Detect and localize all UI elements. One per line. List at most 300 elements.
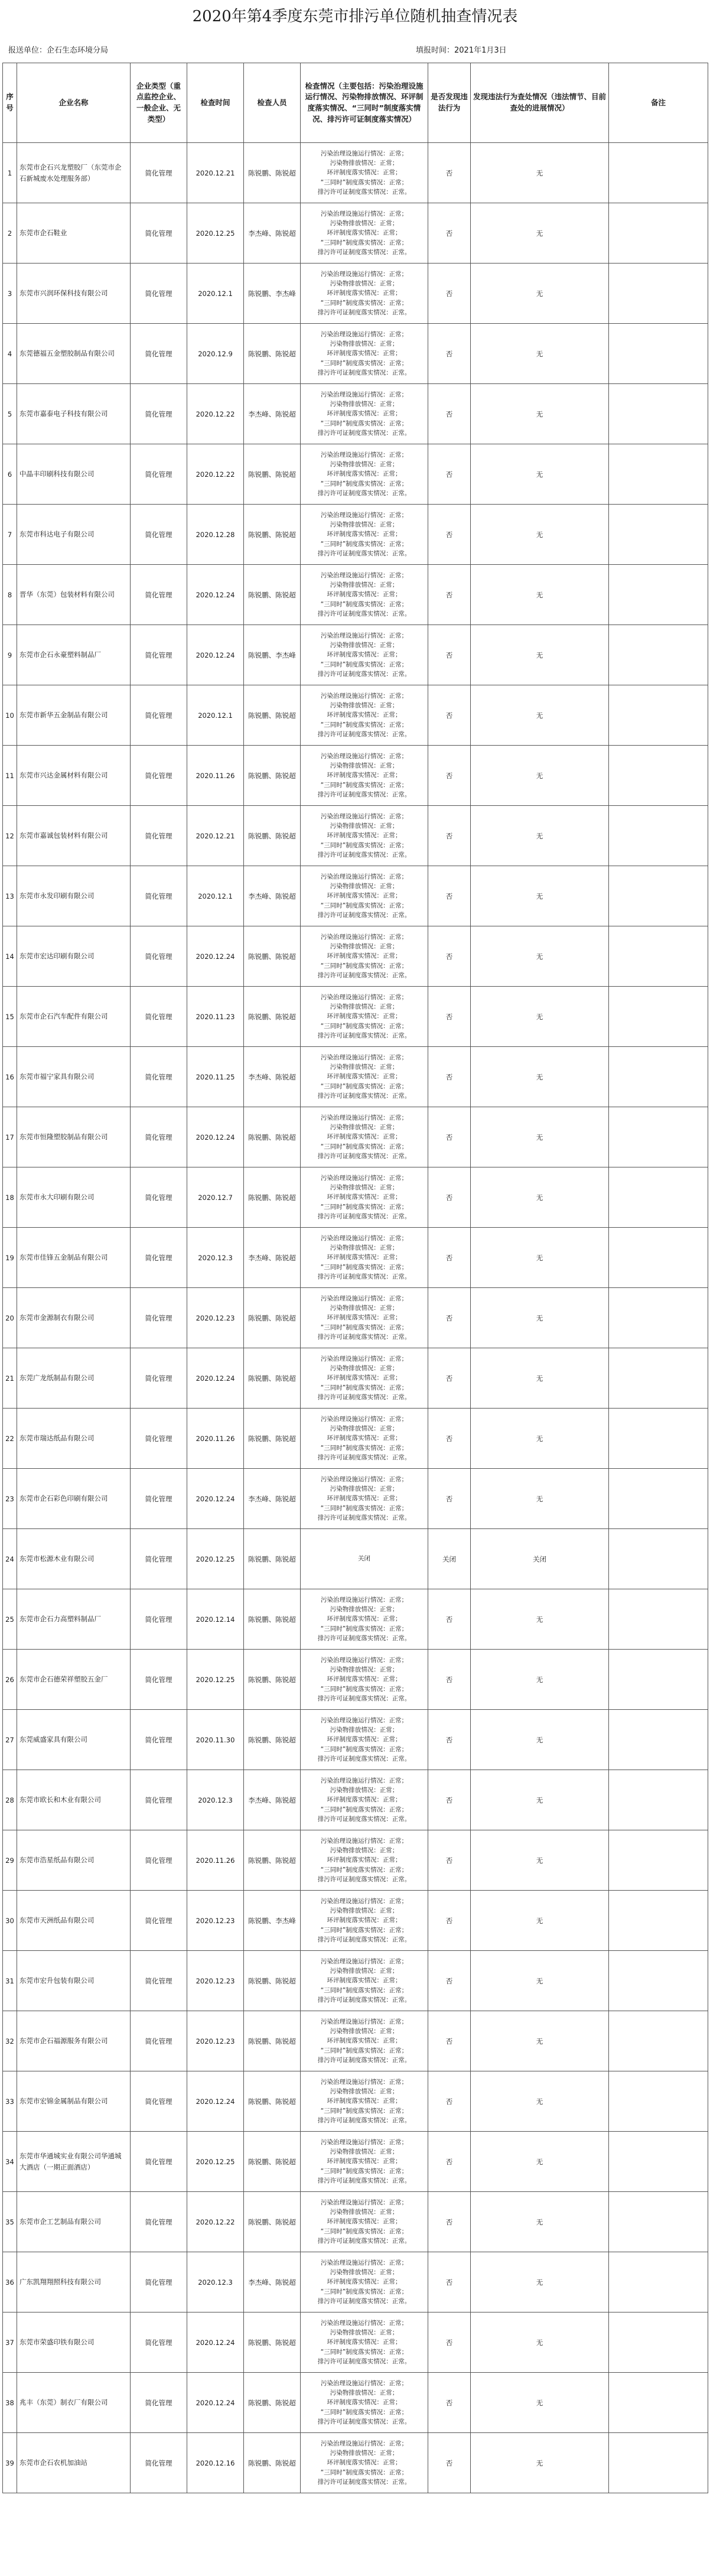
- check-line: 污染治理设施运行情况：正常；: [321, 2319, 408, 2327]
- company-name: 东莞市企石德荣祥塑胶五金厂: [17, 1650, 131, 1710]
- company-type: 简化管理: [131, 1770, 187, 1830]
- company-type: 简化管理: [131, 2252, 187, 2312]
- check-line: 污染物排放情况：正常；: [330, 702, 399, 710]
- handling-status: 无: [471, 2252, 609, 2312]
- check-line: 排污许可证制度落实情况：正常。: [317, 1514, 411, 1521]
- header-staff: 检查人员: [244, 63, 301, 143]
- report-unit: 报送单位：企石生态环境分局: [8, 46, 109, 55]
- check-line: 环评制度落实情况：正常；: [327, 2399, 402, 2406]
- check-result: [301, 444, 428, 505]
- violation-flag: 否: [428, 2252, 471, 2312]
- check-staff: 陈锐鹏、陈锐超: [244, 1650, 301, 1710]
- row-index: 7: [3, 505, 17, 565]
- check-line: 污染物排放情况：正常；: [330, 521, 399, 529]
- check-line: “三同时”制度落实情况：正常；: [320, 1926, 408, 1934]
- check-line: “三同时”制度落实情况：正常；: [320, 239, 408, 246]
- company-type: 简化管理: [131, 746, 187, 806]
- check-line: “三同时”制度落实情况：正常；: [320, 1143, 408, 1150]
- row-index: 33: [3, 2071, 17, 2132]
- company-type: 简化管理: [131, 1228, 187, 1288]
- row-index: 23: [3, 1469, 17, 1529]
- check-line: 污染物排放情况：正常；: [330, 762, 399, 770]
- check-line: 污染治理设施运行情况：正常；: [321, 692, 408, 700]
- row-index: 21: [3, 1348, 17, 1409]
- check-line: 排污许可证制度落实情况：正常。: [317, 2177, 411, 2184]
- check-staff: 陈锐鹏、陈锐超: [244, 143, 301, 203]
- remark: [609, 2252, 708, 2312]
- row-index: 37: [3, 2312, 17, 2373]
- fill-date: 填报时间：2021年1月3日: [416, 46, 507, 55]
- check-result: [301, 1288, 428, 1348]
- check-line: 排污许可证制度落实情况：正常。: [317, 369, 411, 376]
- check-line: 排污许可证制度落实情况：正常。: [317, 610, 411, 617]
- check-line: 环评制度落实情况：正常；: [327, 1736, 402, 1744]
- check-line: 污染物排放情况：正常；: [330, 1967, 399, 1975]
- remark: [609, 2192, 708, 2252]
- check-line: 污染治理设施运行情况：正常；: [321, 1777, 408, 1784]
- check-line: 环评制度落实情况：正常；: [327, 169, 402, 177]
- check-result: [301, 2132, 428, 2192]
- check-staff: 陈锐鹏、陈锐超: [244, 1589, 301, 1650]
- row-index: 14: [3, 926, 17, 987]
- check-line: 污染治理设施运行情况：正常；: [321, 752, 408, 760]
- remark: [609, 926, 708, 987]
- check-line: 污染物排放情况：正常；: [330, 2028, 399, 2035]
- check-line: 污染治理设施运行情况：正常；: [321, 812, 408, 820]
- check-date: 2020.12.3: [187, 1228, 244, 1288]
- handling-status: 无: [471, 1409, 609, 1469]
- table-row: [3, 625, 708, 685]
- check-result: [301, 565, 428, 625]
- company-type: 简化管理: [131, 2192, 187, 2252]
- table-row: [3, 2433, 708, 2493]
- check-result: [301, 987, 428, 1047]
- check-result: [301, 1589, 428, 1650]
- company-name: 东莞市佳锋五金制品有限公司: [17, 1228, 131, 1288]
- check-line: 排污许可证制度落实情况：正常。: [317, 2056, 411, 2064]
- check-line: 排污许可证制度落实情况：正常。: [317, 2297, 411, 2305]
- company-type: 简化管理: [131, 1047, 187, 1107]
- handling-status: 无: [471, 324, 609, 384]
- violation-flag: 否: [428, 324, 471, 384]
- check-line: 环评制度落实情况：正常；: [327, 1314, 402, 1322]
- check-line: 污染治理设施运行情况：正常；: [321, 571, 408, 579]
- table-row: [3, 1951, 708, 2011]
- check-line: 排污许可证制度落实情况：正常。: [317, 1755, 411, 1762]
- row-index: 38: [3, 2373, 17, 2433]
- handling-status: 无: [471, 987, 609, 1047]
- company-name: 东莞威盛家具有限公司: [17, 1710, 131, 1770]
- header-index: 序号: [3, 63, 17, 143]
- table-row: [3, 1228, 708, 1288]
- check-line: 排污许可证制度落实情况：正常。: [317, 2418, 411, 2425]
- company-type: 简化管理: [131, 1107, 187, 1167]
- company-name: 东莞市嘉诚包装材料有限公司: [17, 806, 131, 866]
- check-line: “三同时”制度落实情况：正常；: [320, 2348, 408, 2356]
- company-name: 东莞德福五金塑胶制品有限公司: [17, 324, 131, 384]
- company-type: 简化管理: [131, 1710, 187, 1770]
- company-name: 晋华（东莞）包装材料有限公司: [17, 565, 131, 625]
- company-type: 简化管理: [131, 2011, 187, 2071]
- handling-status: 无: [471, 1830, 609, 1891]
- check-line: 环评制度落实情况：正常；: [327, 1133, 402, 1141]
- check-staff: 陈锐鹏、陈锐超: [244, 2312, 301, 2373]
- company-name: 东莞市宏锦金属制品有限公司: [17, 2071, 131, 2132]
- check-line: “三同时”制度落实情况：正常；: [320, 540, 408, 548]
- check-result: [301, 264, 428, 324]
- company-name: 东莞市企石鞋业: [17, 203, 131, 264]
- remark: [609, 1589, 708, 1650]
- table-row: [3, 2132, 708, 2192]
- check-line: 环评制度落实情况：正常；: [327, 591, 402, 599]
- header-name: 企业名称: [17, 63, 131, 143]
- remark: [609, 2071, 708, 2132]
- violation-flag: 否: [428, 746, 471, 806]
- check-line: 排污许可证制度落实情况：正常。: [317, 1393, 411, 1401]
- check-line: “三同时”制度落实情况：正常；: [320, 1444, 408, 1452]
- company-type: 简化管理: [131, 1409, 187, 1469]
- company-type: 简化管理: [131, 384, 187, 444]
- check-line: “三同时”制度落实情况：正常；: [320, 480, 408, 487]
- handling-status: 无: [471, 685, 609, 746]
- check-line: 环评制度落实情况：正常；: [327, 2338, 402, 2346]
- check-line: “三同时”制度落实情况：正常；: [320, 721, 408, 728]
- check-date: 2020.12.22: [187, 2192, 244, 2252]
- check-line: 排污许可证制度落实情况：正常。: [317, 2237, 411, 2245]
- check-result: [301, 1710, 428, 1770]
- violation-flag: 否: [428, 625, 471, 685]
- check-line: 污染物排放情况：正常；: [330, 160, 399, 167]
- violation-flag: 否: [428, 866, 471, 926]
- check-date: 2020.12.23: [187, 1951, 244, 2011]
- check-date: 2020.11.30: [187, 1710, 244, 1770]
- violation-flag: 否: [428, 1228, 471, 1288]
- handling-status: 无: [471, 1288, 609, 1348]
- check-date: 2020.12.22: [187, 444, 244, 505]
- company-name: 东莞市金源制衣有限公司: [17, 1288, 131, 1348]
- check-line: “三同时”制度落实情况：正常；: [320, 600, 408, 608]
- check-date: 2020.12.25: [187, 2132, 244, 2192]
- check-result: [301, 2433, 428, 2493]
- check-date: 2020.12.24: [187, 2373, 244, 2433]
- company-name: 东莞市永大印刷有限公司: [17, 1167, 131, 1228]
- remark: [609, 2433, 708, 2493]
- check-result: [301, 324, 428, 384]
- row-index: 20: [3, 1288, 17, 1348]
- header-check: 检查情况（主要包括：污染治理设施运行情况、污染物排放情况、环评制度落实情况、“三同时”制度落实情况、排污许可证制度落实情况）: [301, 63, 428, 143]
- check-line: 污染物排放情况：正常；: [330, 1003, 399, 1011]
- check-result: [301, 1469, 428, 1529]
- check-line: 环评制度落实情况：正常；: [327, 290, 402, 297]
- page-title: 2020年第4季度东莞市排污单位随机抽查情况表: [192, 8, 518, 25]
- check-staff: 李杰峰、陈锐超: [244, 1770, 301, 1830]
- company-name: 东莞市欧长和木业有限公司: [17, 1770, 131, 1830]
- check-line: 排污许可证制度落实情况：正常。: [317, 1273, 411, 1280]
- check-result: 关闭: [301, 1529, 428, 1589]
- check-line: “三同时”制度落实情况：正常；: [320, 1384, 408, 1391]
- company-name: 东莞市华通城实业有限公司华通城大酒店（一期正面酒店）: [17, 2132, 131, 2192]
- handling-status: 关闭: [471, 1529, 609, 1589]
- check-staff: 陈锐鹏、陈锐超: [244, 2132, 301, 2192]
- violation-flag: 否: [428, 1951, 471, 2011]
- check-line: “三同时”制度落实情况：正常；: [320, 2047, 408, 2054]
- company-type: 简化管理: [131, 866, 187, 926]
- row-index: 3: [3, 264, 17, 324]
- header-type: 企业类型（重点监控企业、一般企业、无类型）: [131, 63, 187, 143]
- header-remark: 备注: [609, 63, 708, 143]
- check-line: 污染物排放情况：正常；: [330, 1063, 399, 1071]
- check-line: 环评制度落实情况：正常；: [327, 1495, 402, 1502]
- table-row: [3, 2192, 708, 2252]
- handling-status: 无: [471, 444, 609, 505]
- table-row: [3, 203, 708, 264]
- row-index: 18: [3, 1167, 17, 1228]
- handling-status: 无: [471, 1167, 609, 1228]
- check-line: 环评制度落实情况：正常；: [327, 2037, 402, 2045]
- table-row: [3, 444, 708, 505]
- row-index: 9: [3, 625, 17, 685]
- check-line: 污染治理设施运行情况：正常；: [321, 270, 408, 278]
- check-staff: 陈锐鹏、陈锐超: [244, 2192, 301, 2252]
- check-line: “三同时”制度落实情况：正常；: [320, 841, 408, 849]
- company-type: 简化管理: [131, 625, 187, 685]
- check-result: [301, 866, 428, 926]
- check-staff: 陈锐鹏、陈锐超: [244, 1830, 301, 1891]
- handling-status: 无: [471, 1348, 609, 1409]
- check-line: 排污许可证制度落实情况：正常。: [317, 1092, 411, 1100]
- company-type: 简化管理: [131, 264, 187, 324]
- check-line: 环评制度落实情况：正常；: [327, 711, 402, 719]
- check-result: [301, 1348, 428, 1409]
- check-line: 污染物排放情况：正常；: [330, 2329, 399, 2337]
- company-name: 东莞市宏升包装有限公司: [17, 1951, 131, 2011]
- company-name: 东莞市企石永豪塑料制品厂: [17, 625, 131, 685]
- check-line: 污染物排放情况：正常；: [330, 280, 399, 288]
- check-line: “三同时”制度落实情况：正常；: [320, 1625, 408, 1632]
- check-line: 污染治理设施运行情况：正常；: [321, 2018, 408, 2025]
- table-row: [3, 1891, 708, 1951]
- check-line: 环评制度落实情况：正常；: [327, 651, 402, 659]
- handling-status: 无: [471, 625, 609, 685]
- check-staff: 陈锐鹏、陈锐超: [244, 444, 301, 505]
- check-result: [301, 926, 428, 987]
- handling-status: 无: [471, 384, 609, 444]
- check-line: 环评制度落实情况：正常；: [327, 2278, 402, 2286]
- report-meta: [0, 37, 710, 60]
- table-body: [3, 143, 708, 2493]
- handling-status: 无: [471, 1891, 609, 1951]
- violation-flag: 否: [428, 505, 471, 565]
- row-index: 39: [3, 2433, 17, 2493]
- check-line: 环评制度落实情况：正常；: [327, 1856, 402, 1864]
- remark: [609, 324, 708, 384]
- company-type: 简化管理: [131, 203, 187, 264]
- violation-flag: 否: [428, 1891, 471, 1951]
- violation-flag: 否: [428, 2132, 471, 2192]
- check-line: 污染治理设施运行情况：正常；: [321, 1716, 408, 1724]
- company-name: 兆丰（东莞）制衣厂有限公司: [17, 2373, 131, 2433]
- company-type: 简化管理: [131, 2433, 187, 2493]
- table-row: [3, 324, 708, 384]
- check-staff: 陈锐鹏、李杰峰: [244, 1891, 301, 1951]
- table-row: [3, 1830, 708, 1891]
- company-name: 中晶丰印刷科技有限公司: [17, 444, 131, 505]
- check-line: “三同时”制度落实情况：正常；: [320, 1022, 408, 1030]
- check-result: [301, 1891, 428, 1951]
- check-result: [301, 1409, 428, 1469]
- remark: [609, 2312, 708, 2373]
- check-date: 2020.12.22: [187, 384, 244, 444]
- check-date: 2020.12.16: [187, 2433, 244, 2493]
- check-line: “三同时”制度落实情况：正常；: [320, 2288, 408, 2295]
- remark: [609, 1529, 708, 1589]
- handling-status: 无: [471, 2011, 609, 2071]
- company-name: 东莞市天洲纸品有限公司: [17, 1891, 131, 1951]
- check-line: “三同时”制度落实情况：正常；: [320, 2468, 408, 2476]
- check-date: 2020.12.1: [187, 264, 244, 324]
- violation-flag: 否: [428, 264, 471, 324]
- table-row: [3, 1529, 708, 1589]
- check-line: 环评制度落实情况：正常；: [327, 892, 402, 900]
- check-line: 污染治理设施运行情况：正常；: [321, 1596, 408, 1604]
- check-line: 环评制度落实情况：正常；: [327, 350, 402, 357]
- remark: [609, 143, 708, 203]
- company-name: 东莞市嘉泰电子科技有限公司: [17, 384, 131, 444]
- check-line: 污染治理设施运行情况：正常；: [321, 2198, 408, 2206]
- row-index: 12: [3, 806, 17, 866]
- table-row: [3, 685, 708, 746]
- check-staff: 陈锐鹏、陈锐超: [244, 1951, 301, 2011]
- table-row: [3, 1348, 708, 1409]
- check-date: 2020.12.1: [187, 685, 244, 746]
- table-row: [3, 143, 708, 203]
- check-date: 2020.12.14: [187, 1589, 244, 1650]
- check-staff: 陈锐鹏、陈锐超: [244, 1107, 301, 1167]
- check-line: 排污许可证制度落实情况：正常。: [317, 429, 411, 437]
- check-result: [301, 2312, 428, 2373]
- violation-flag: 否: [428, 1167, 471, 1228]
- check-staff: 陈锐鹏、陈锐超: [244, 1348, 301, 1409]
- check-line: 污染治理设施运行情况：正常；: [321, 1355, 408, 1362]
- table-row: [3, 505, 708, 565]
- company-name: 东莞市企工艺制品有限公司: [17, 2192, 131, 2252]
- check-line: 污染治理设施运行情况：正常；: [321, 1897, 408, 1905]
- check-staff: 李杰峰、陈锐超: [244, 1047, 301, 1107]
- row-index: 10: [3, 685, 17, 746]
- check-line: 污染治理设施运行情况：正常；: [321, 873, 408, 880]
- check-line: “三同时”制度落实情况：正常；: [320, 1866, 408, 1874]
- table-row: [3, 1770, 708, 1830]
- handling-status: 无: [471, 2373, 609, 2433]
- check-line: 污染物排放情况：正常；: [330, 1365, 399, 1372]
- company-name: 东莞市企石力高塑料制品厂: [17, 1589, 131, 1650]
- check-staff: 陈锐鹏、陈锐超: [244, 926, 301, 987]
- check-line: “三同时”制度落实情况：正常；: [320, 2167, 408, 2175]
- check-staff: 陈锐鹏、陈锐超: [244, 505, 301, 565]
- row-index: 15: [3, 987, 17, 1047]
- violation-flag: 否: [428, 2011, 471, 2071]
- check-staff: 陈锐鹏、陈锐超: [244, 746, 301, 806]
- violation-flag: 否: [428, 987, 471, 1047]
- check-staff: 陈锐鹏、陈锐超: [244, 2071, 301, 2132]
- check-staff: 陈锐鹏、陈锐超: [244, 1710, 301, 1770]
- check-line: 环评制度落实情况：正常；: [327, 832, 402, 840]
- check-line: 排污许可证制度落实情况：正常。: [317, 2116, 411, 2124]
- remark: [609, 444, 708, 505]
- company-type: 简化管理: [131, 987, 187, 1047]
- company-type: 简化管理: [131, 1529, 187, 1589]
- company-name: 东莞市科达电子有限公司: [17, 505, 131, 565]
- check-line: 污染物排放情况：正常；: [330, 1847, 399, 1855]
- handling-status: 无: [471, 2312, 609, 2373]
- violation-flag: 否: [428, 1409, 471, 1469]
- check-result: [301, 625, 428, 685]
- row-index: 28: [3, 1770, 17, 1830]
- company-name: 东莞市企石农机加油站: [17, 2433, 131, 2493]
- check-staff: 陈锐鹏、陈锐超: [244, 806, 301, 866]
- violation-flag: 否: [428, 2071, 471, 2132]
- company-name: 东莞市兴达金属材料有限公司: [17, 746, 131, 806]
- table-row: [3, 1107, 708, 1167]
- company-name: 广东凯翔翔照科技有限公司: [17, 2252, 131, 2312]
- check-line: 污染物排放情况：正常；: [330, 2450, 399, 2457]
- table-row: [3, 806, 708, 866]
- check-line: 污染治理设施运行情况：正常；: [321, 1234, 408, 1242]
- handling-status: 无: [471, 926, 609, 987]
- check-line: 污染物排放情况：正常；: [330, 1606, 399, 1614]
- remark: [609, 987, 708, 1047]
- violation-flag: 否: [428, 685, 471, 746]
- row-index: 29: [3, 1830, 17, 1891]
- check-line: 污染治理设施运行情况：正常；: [321, 1114, 408, 1121]
- table-row: [3, 2312, 708, 2373]
- table-row: [3, 264, 708, 324]
- check-date: 2020.12.25: [187, 203, 244, 264]
- check-staff: 陈锐鹏、陈锐超: [244, 2433, 301, 2493]
- row-index: 24: [3, 1529, 17, 1589]
- table-row: [3, 2071, 708, 2132]
- handling-status: 无: [471, 2192, 609, 2252]
- check-date: 2020.12.24: [187, 1107, 244, 1167]
- check-line: 排污许可证制度落实情况：正常。: [317, 489, 411, 497]
- remark: [609, 1830, 708, 1891]
- check-staff: 李杰峰、陈锐超: [244, 866, 301, 926]
- check-line: 排污许可证制度落实情况：正常。: [317, 1875, 411, 1883]
- violation-flag: 否: [428, 1770, 471, 1830]
- violation-flag: 否: [428, 444, 471, 505]
- company-name: 东莞市浩星纸品有限公司: [17, 1830, 131, 1891]
- check-line: 排污许可证制度落实情况：正常。: [317, 1936, 411, 1943]
- violation-flag: 否: [428, 1650, 471, 1710]
- violation-flag: 否: [428, 1288, 471, 1348]
- check-line: “三同时”制度落实情况：正常；: [320, 962, 408, 970]
- handling-status: 无: [471, 505, 609, 565]
- company-name: 东莞市兴润环保科技有限公司: [17, 264, 131, 324]
- check-staff: 陈锐鹏、陈锐超: [244, 1529, 301, 1589]
- check-date: 2020.12.24: [187, 625, 244, 685]
- check-date: 2020.12.28: [187, 505, 244, 565]
- row-index: 11: [3, 746, 17, 806]
- check-line: 环评制度落实情况：正常；: [327, 1435, 402, 1442]
- company-name: 东莞市恒隆塑胶制品有限公司: [17, 1107, 131, 1167]
- check-line: 污染物排放情况：正常；: [330, 1726, 399, 1734]
- check-line: 排污许可证制度落实情况：正常。: [317, 971, 411, 979]
- header-date: 检查时间: [187, 63, 244, 143]
- check-line: 环评制度落实情况：正常；: [327, 410, 402, 418]
- company-type: 简化管理: [131, 324, 187, 384]
- check-line: 环评制度落实情况：正常；: [327, 531, 402, 538]
- check-line: 排污许可证制度落实情况：正常。: [317, 730, 411, 738]
